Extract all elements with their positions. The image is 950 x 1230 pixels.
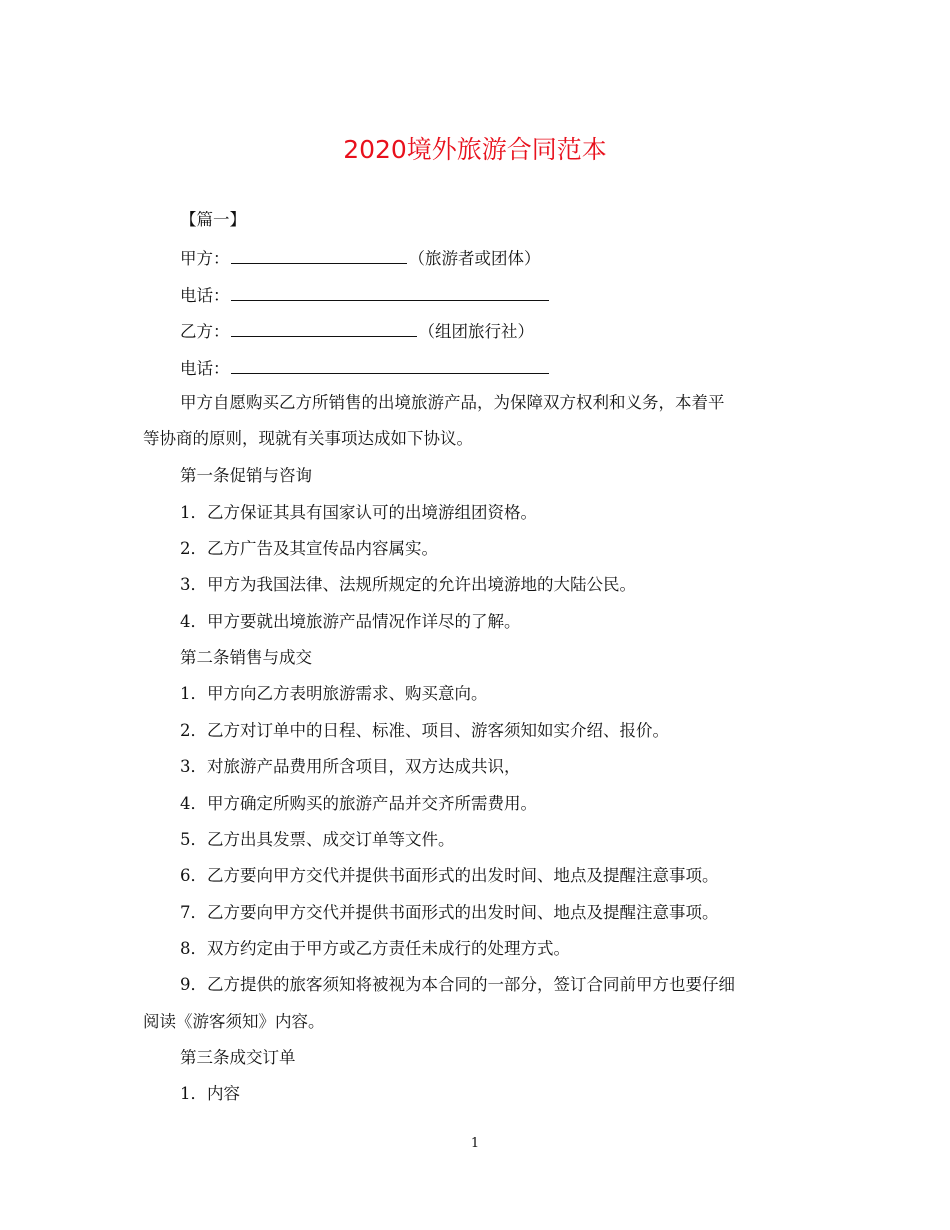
phone-label-1: 电话： — [180, 286, 230, 305]
phone-blank-2 — [231, 355, 549, 374]
article-2-item: 1．甲方向乙方表明旅游需求、购买意向。 — [180, 684, 488, 703]
article-2-item-9-line-2: 阅读《游客须知》内容。 — [143, 1012, 325, 1031]
article-3-item: 1．内容 — [180, 1084, 240, 1103]
party-a-blank — [231, 245, 407, 264]
article-2-item: 3．对旅游产品费用所含项目，双方达成共识， — [180, 757, 521, 776]
article-2-item: 7．乙方要向甲方交代并提供书面形式的出发时间、地点及提醒注意事项。 — [180, 903, 719, 922]
intro-paragraph-line-1: 甲方自愿购买乙方所销售的出境旅游产品，为保障双方权利和义务，本着平 — [180, 393, 725, 412]
party-b-note: （组团旅行社） — [418, 322, 534, 341]
article-1-item: 2．乙方广告及其宣传品内容属实。 — [180, 539, 438, 558]
intro-paragraph-line-2: 等协商的原则，现就有关事项达成如下协议。 — [143, 429, 473, 448]
phone-line-1 — [180, 282, 551, 308]
party-a-line — [180, 245, 541, 271]
party-b-label: 乙方： — [180, 322, 230, 341]
phone-label-2: 电话： — [180, 359, 230, 378]
article-2-item: 8．双方约定由于甲方或乙方责任未成行的处理方式。 — [180, 939, 570, 958]
article-1-item: 3．甲方为我国法律、法规所规定的允许出境游地的大陆公民。 — [180, 575, 636, 594]
party-b-blank — [231, 318, 417, 337]
phone-line-2 — [180, 355, 551, 381]
article-2-item: 6．乙方要向甲方交代并提供书面形式的出发时间、地点及提醒注意事项。 — [180, 866, 719, 885]
party-a-label: 甲方： — [180, 249, 230, 268]
article-2-item: 4．甲方确定所购买的旅游产品并交齐所需费用。 — [180, 794, 537, 813]
article-1-title: 第一条促销与咨询 — [180, 466, 312, 485]
article-1-item: 4．甲方要就出境旅游产品情况作详尽的了解。 — [180, 612, 521, 631]
article-2-title: 第二条销售与成交 — [180, 648, 312, 667]
document-title: 2020境外旅游合同范本 — [343, 135, 607, 164]
article-1-item: 1．乙方保证其具有国家认可的出境游组团资格。 — [180, 503, 537, 522]
section-marker: 【篇一】 — [180, 210, 246, 229]
party-b-line — [180, 318, 534, 344]
article-3-title: 第三条成交订单 — [180, 1048, 296, 1067]
article-2-item-9-line-1: 9．乙方提供的旅客须知将被视为本合同的一部分，签订合同前甲方也要仔细 — [180, 975, 735, 994]
page-number: 1 — [470, 1136, 480, 1151]
phone-blank-1 — [231, 282, 549, 301]
party-a-note: （旅游者或团体） — [408, 249, 541, 268]
article-2-item: 5．乙方出具发票、成交订单等文件。 — [180, 830, 455, 849]
article-2-item: 2．乙方对订单中的日程、标准、项目、游客须知如实介绍、报价。 — [180, 721, 669, 740]
